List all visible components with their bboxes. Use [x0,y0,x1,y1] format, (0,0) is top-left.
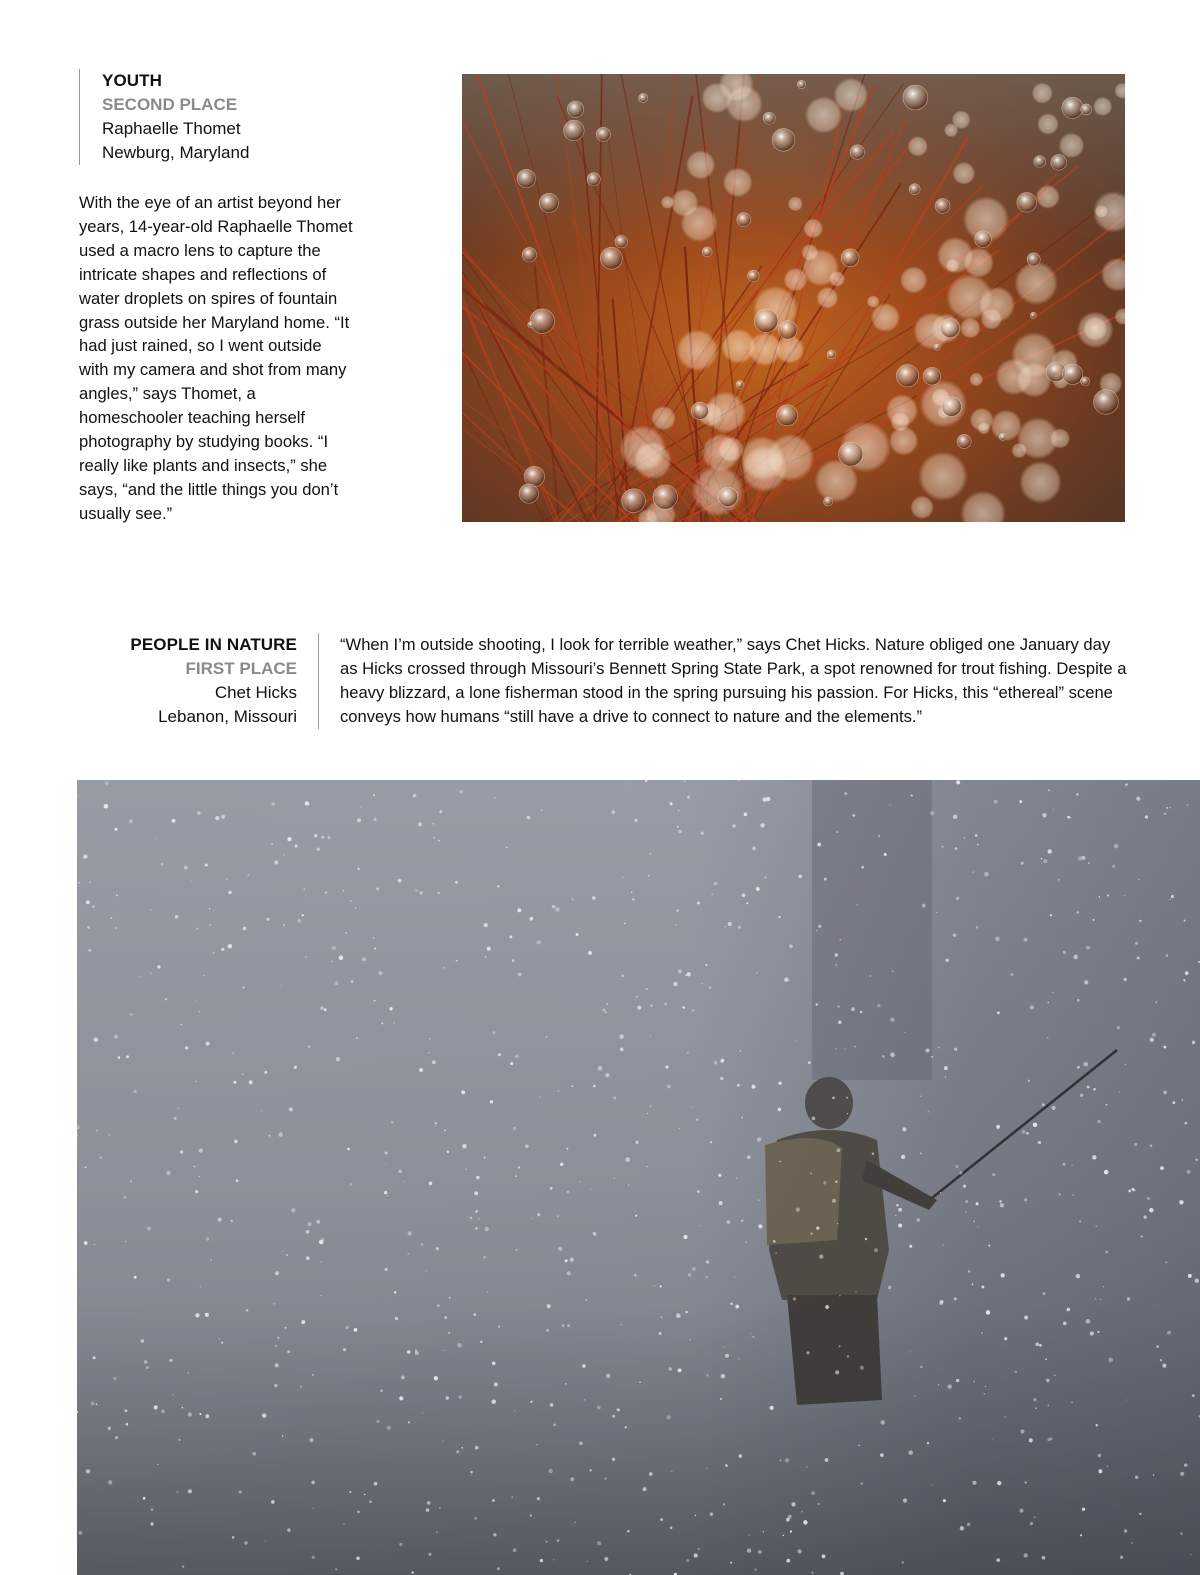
water-droplets-photo [462,74,1125,522]
nature-credit [100,633,319,729]
youth-credit [79,69,302,165]
youth-description: With the eye of an artist beyond her years, 14-year-old Raphaelle Thomet used a macro lens to capture the intricate shapes and reflections of water droplets on spires of fountain grass outside her Maryland home. “It had just rained, so I went outside with my camera and shot from many angles,” says Thomet, a homeschooler teaching herself photography by studying books. “I really like plants and insects,” she says, “and the little things you don’t usually see.” [79,193,353,523]
youth-location: Newburg, Maryland [102,143,250,162]
youth-place: SECOND PLACE [102,95,238,114]
nature-place: FIRST PLACE [185,659,297,678]
youth-photographer: Raphaelle Thomet [102,119,241,138]
nature-description: “When I’m outside shooting, I look for terrible weather,” says Chet Hicks. Nature obliged one January day as Hicks crossed through Missouri’s Bennett Spring State Park, a spot renowned for trout fishing. Despite a heavy blizzard, a lone fisherman stood in the spring pursuing his passion. For Hicks, this “ethereal” scene conveys how humans “still have a drive to connect to nature and the elements.” [340,635,1127,726]
fisherman-blizzard-photo [77,780,1200,1575]
nature-location: Lebanon, Missouri [158,707,297,726]
nature-category: PEOPLE IN NATURE [130,635,297,654]
nature-photographer: Chet Hicks [214,683,297,702]
youth-category: YOUTH [102,71,162,90]
